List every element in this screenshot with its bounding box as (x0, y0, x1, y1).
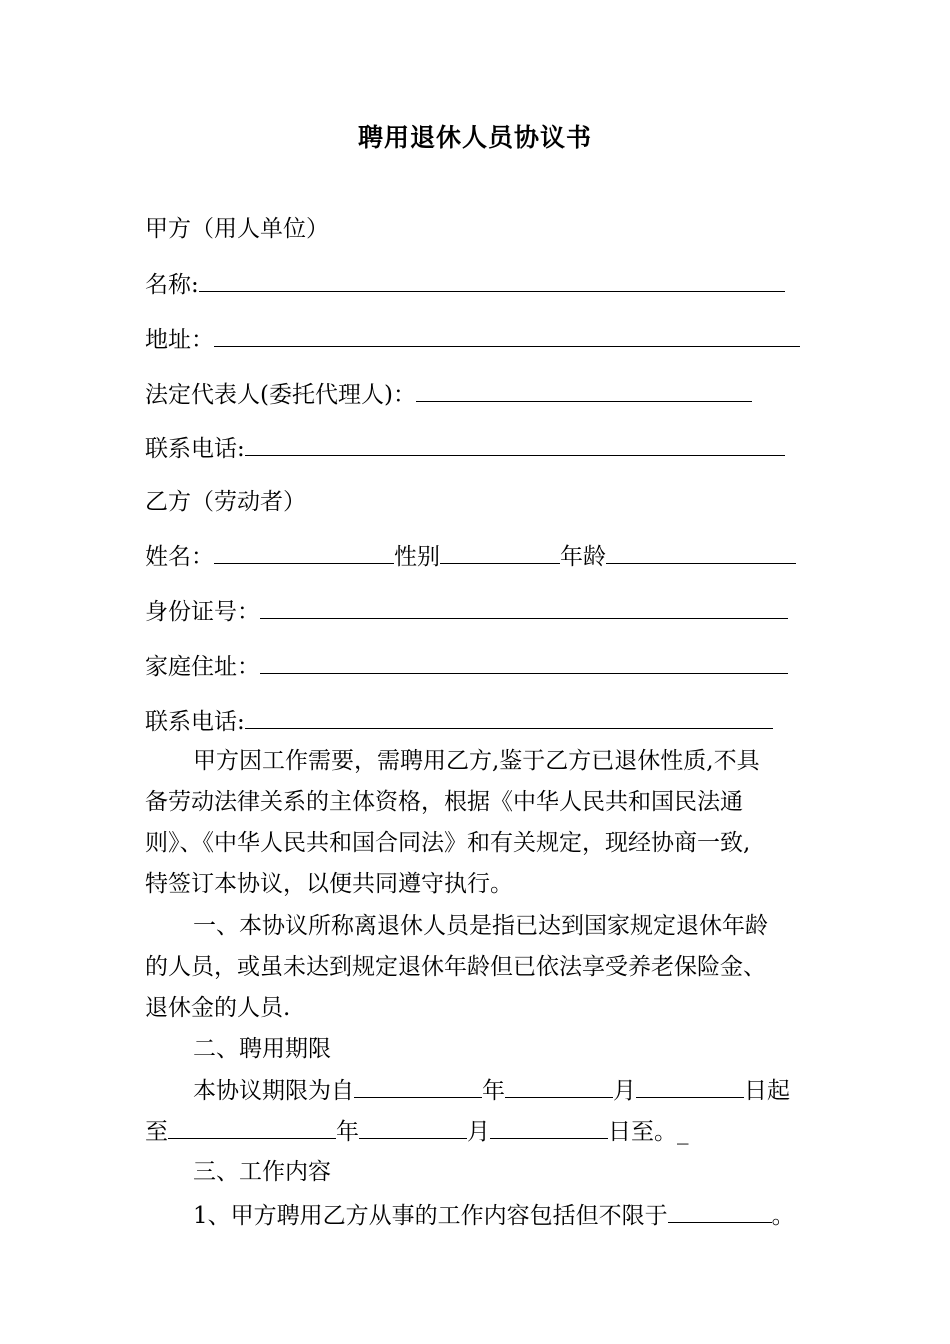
preamble-line: 则》、《中华人民共和国合同法》和有关规定，现经协商一致, (145, 830, 751, 856)
term-start-month-field[interactable] (505, 1075, 613, 1098)
month-label: 月 (467, 1119, 490, 1145)
party-a-legal-rep-label: 法定代表人(委托代理人)： (145, 382, 416, 408)
party-b-name-label: 姓名： (145, 544, 214, 570)
term-end-month-field[interactable] (359, 1116, 467, 1139)
term-start-label: 本协议期限为自 (193, 1078, 354, 1104)
party-a-address-label: 地址： (145, 327, 214, 353)
term-end-day-field[interactable] (490, 1116, 608, 1139)
term-start-year-field[interactable] (354, 1075, 482, 1098)
party-b-info-row (145, 541, 796, 572)
party-a-heading: 甲方（用人单位） (145, 216, 329, 242)
party-b-age-label: 年龄 (560, 544, 606, 570)
preamble-line: 特签订本协议，以便共同遵守执行。 (145, 871, 513, 897)
year-label: 年 (482, 1078, 505, 1104)
article-1-line: 退休金的人员. (145, 995, 291, 1021)
party-b-home-field[interactable] (260, 651, 788, 674)
party-b-id-row (145, 596, 788, 627)
year-label: 年 (336, 1119, 359, 1145)
party-b-home-label: 家庭住址： (145, 654, 260, 680)
term-end-label: 至 (145, 1119, 168, 1145)
party-b-phone-row (145, 706, 773, 737)
party-b-heading: 乙方（劳动者） (145, 489, 306, 515)
article-3-item-1 (193, 1200, 795, 1231)
term-start-day-field[interactable] (636, 1075, 744, 1098)
party-a-name-label: 名称: (145, 272, 199, 298)
article-1-line: 的人员，或虽未达到规定退休年龄但已依法享受养老保险金、 (145, 954, 766, 980)
party-b-id-field[interactable] (260, 596, 788, 619)
term-end-year-field[interactable] (168, 1116, 336, 1139)
party-b-id-label: 身份证号： (145, 599, 260, 625)
party-b-home-row (145, 651, 788, 682)
party-a-address-field[interactable] (214, 324, 800, 347)
term-end-row (145, 1116, 689, 1147)
party-b-gender-field[interactable] (440, 541, 560, 564)
party-b-phone-field[interactable] (245, 706, 773, 729)
day-from-label: 日起 (744, 1078, 790, 1104)
article-1-line: 一、本协议所称离退休人员是指已达到国家规定退休年龄 (193, 913, 768, 939)
preamble-line: 备劳动法律关系的主体资格，根据《中华人民共和国民法通 (145, 789, 743, 815)
party-a-legal-rep-row (145, 379, 752, 410)
party-a-name-row (145, 269, 785, 300)
party-a-phone-field[interactable] (245, 433, 785, 456)
party-a-phone-label: 联系电话: (145, 436, 245, 462)
article-3-heading: 三、工作内容 (193, 1159, 331, 1185)
party-a-address-row (145, 324, 800, 355)
party-b-name-field[interactable] (214, 541, 394, 564)
document-title: 聘用退休人员协议书 (357, 123, 592, 152)
term-start-row (193, 1075, 790, 1106)
party-b-phone-label: 联系电话: (145, 709, 245, 735)
article-3-item-1-suffix: 。 (771, 1203, 795, 1229)
article-2-heading: 二、聘用期限 (193, 1036, 331, 1062)
preamble-line: 甲方因工作需要，需聘用乙方,鉴于乙方已退休性质,不具 (193, 748, 760, 774)
work-content-field[interactable] (668, 1200, 772, 1223)
party-b-gender-label: 性别 (394, 544, 440, 570)
article-3-item-1-text: 1、甲方聘用乙方从事的工作内容包括但不限于 (193, 1203, 668, 1229)
party-a-name-field[interactable] (199, 269, 785, 292)
party-b-age-field[interactable] (606, 541, 796, 564)
day-to-label: 日至。_ (608, 1119, 689, 1145)
party-a-legal-rep-field[interactable] (416, 379, 752, 402)
party-a-phone-row (145, 433, 785, 464)
month-label: 月 (613, 1078, 636, 1104)
